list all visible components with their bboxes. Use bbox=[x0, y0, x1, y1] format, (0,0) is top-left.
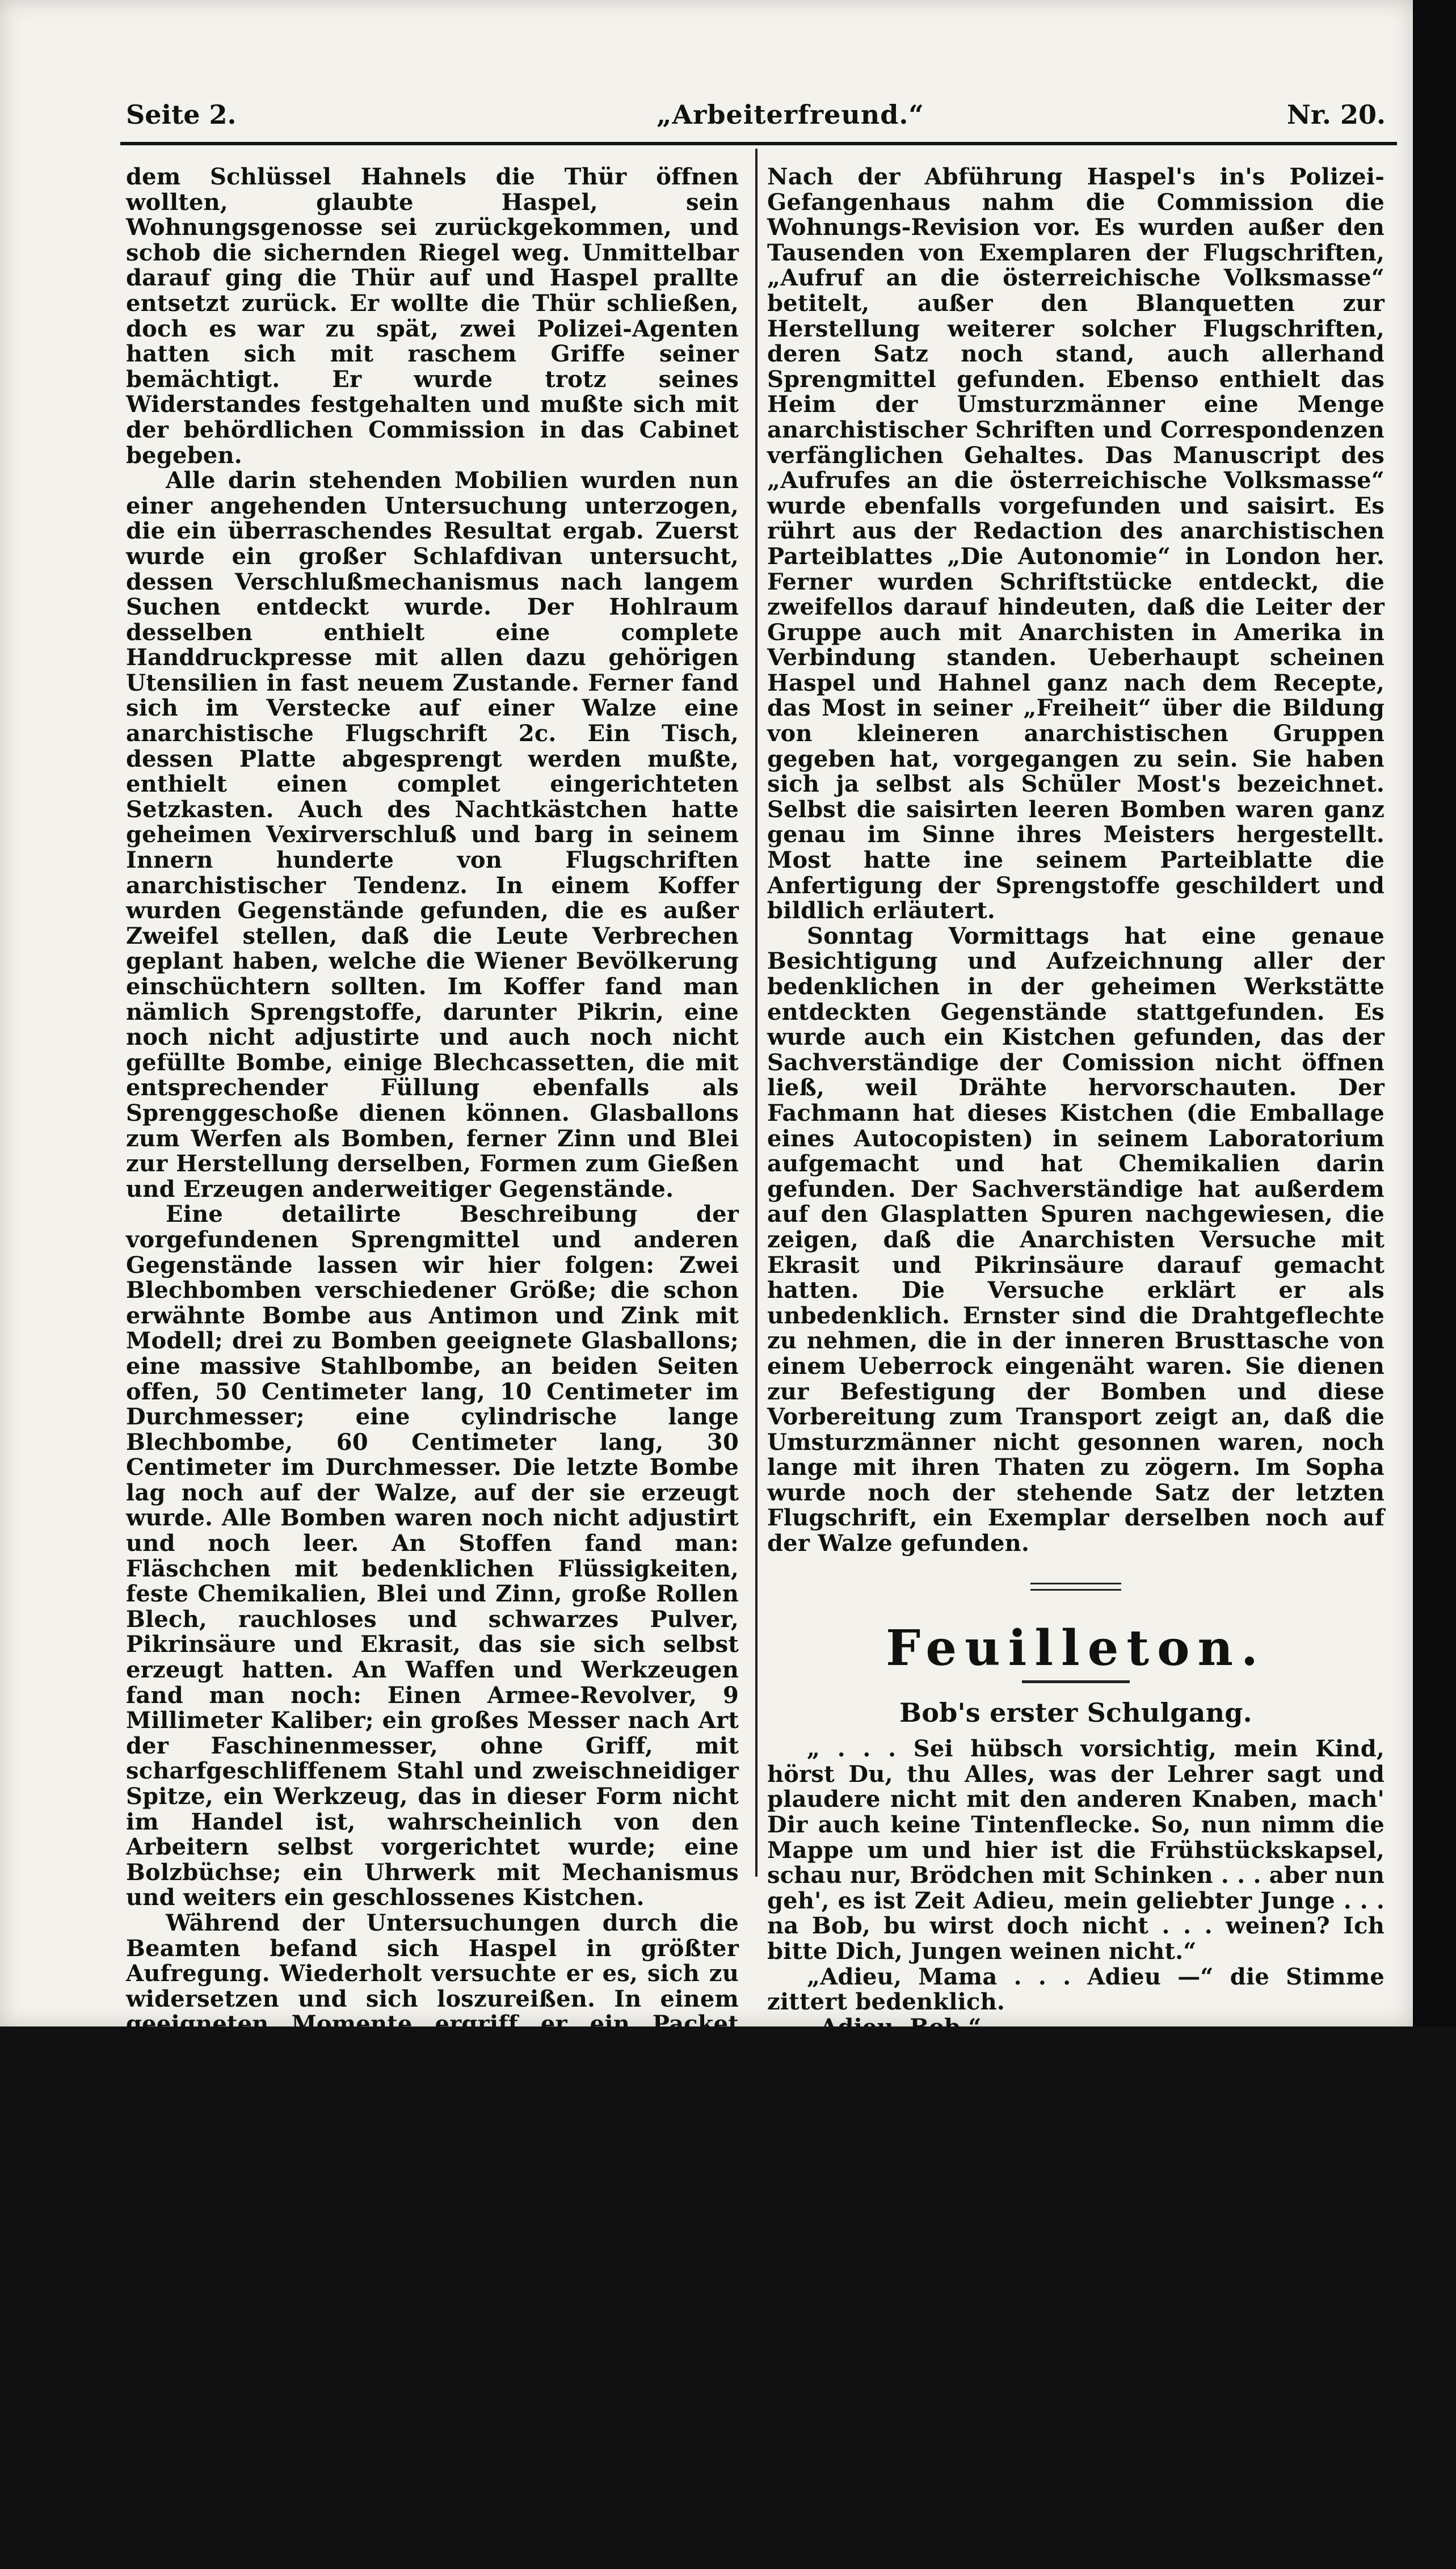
article-paragraph: dem Schlüssel Hahnels die Thür öffnen wollten, glaubte Haspel, sein Wohnungsgenosse sei zurückgekommen, und schob die sichernden Riegel weg. Unmittelbar darauf ging die Thür auf und Haspel prallte entsetzt zurück. Er wollte die Thür schließen, doch es war zu spät, zwei Polizei-Agenten hatten sich mit raschem Griffe seiner bemächtigt. Er wurde trotz seines Widerstandes festgehalten und mußte sich mit der behördlichen Commission in das Cabinet begeben. bbox=[126, 163, 739, 469]
story-paragraph: Jette nicht beruhigend, sie hüllt sich energisch ins Umschlagetuch, denn der Morgen ist kühl. bbox=[767, 2140, 1385, 2218]
article-paragraph: Eine detailirte Beschreibung der vorgefundenen Sprengmittel und anderen Gegenstände lassen wir hier folgen: Zwei Blechbomben verschiedener Größe; die schon erwähnte Bombe aus Antimon und Zink mit Modell; drei zu Bomben geeignete Glasballons; eine massive Stahlbombe, an beiden Seiten offen, 50 Centimeter lang, 10 Centimeter im Durchmesser; eine cylindrische lange Blechbombe, 60 Centimeter lang, 30 Centimeter im Durchmesser. Die letzte Bombe lag noch auf der Walze, auf der sie erzeugt wurde. Alle Bomben waren noch nicht adjustirt und noch leer. An Stoffen fand man: Fläschchen mit bedenklichen Flüssigkeiten, feste Chemikalien, Blei und Zinn, große Rollen Blech, rauchloses und schwarzes Pulver, Pikrinsäure und Ekrasit, das sie sich selbst erzeugt hatten. An Waffen und Werkzeugen fand man noch: Einen Armee-Revolver, 9 Millimeter Kaliber; ein großes Messer nach Art der Faschinenmesser, ohne Griff, mit scharfgeschliffenem Stahl und zweischneidiger Spitze, ein Werkzeug, das in dieser Form nicht im Handel ist, wahrscheinlich von den Arbeitern selbst vorgerichtet wurde; eine Bolzbüchse; ein Uhrwerk mit Mechanismus und weiters ein geschlossenes Kistchen. bbox=[126, 1201, 739, 1911]
article-paragraph: Bei der Verhaftung Haspel's war alle Vorsicht geboten. Sie geschah folgendermaßen: Ein Beamter mit drei Detectives ging in die Wohnung im dritten Stock. Zwei Polizei-Agenten standen auf der Stiege, einer im Thorflur, zwei auf der Straße vor dem Hause. Von einem Entkommen Haspel's war also keine Rede. Sein Selbstmordversuch mißglückte, sein Widerstand wurde besiegt. Man brachte ihn unter sicherer Bedeckung zum Wagen und dieser fuhr ihn in's Polizei-Gefangenhaus. bbox=[126, 2264, 739, 2569]
story-paragraph: „ . . . Sei hübsch vorsichtig, mein Kind, hörst Du, thu Alles, was der Lehrer sagt und plaudere nicht mit den anderen Knaben, mach' Dir auch keine Tintenflecke. So, nun nimm die Mappe um und hier ist die Frühstückskapsel, schau nur, Brödchen mit Schinken . . . aber nun geh', es ist Zeit Adieu, mein geliebter Junge . . . na Bob, bu wirst doch nicht . . . weinen? Ich bitte Dich, Jungen weinen nicht.“ bbox=[767, 1735, 1385, 1965]
column-divider bbox=[755, 149, 758, 1877]
header-divider bbox=[120, 142, 1397, 145]
scan-border bbox=[1413, 0, 1456, 2026]
article-paragraph: Während der Untersuchungen durch die Beamten befand sich Haspel in größter Aufregung. Wiederholt versuchte er es, sich zu widersetzen und sich loszureißen. In einem geeigneten Momente ergriff er ein Packet Flugschriften, sprang zu dem halbzeöffneten Fenster, warf das Packet auf die Straße und wollte sich selbst nachstürzen. Polizei-Agenten hielten ihn am Rocke fest und konnten ihn nur mit Gewalt zurückdrängen. In einer Kastenlade der Wohnung fand man einen geladenen Revolver mit Munition. Das gesammte Beweismaterial wurde mittelst Wagens zur Polizei-Direction gebracht. bbox=[126, 1909, 739, 2265]
story-title: Bob's erster Schulgang. bbox=[899, 1697, 1252, 1729]
issue-number: Nr. 20. bbox=[1286, 99, 1386, 130]
article-paragraph: Nach der Abführung Haspel's in's Polizei-Gefangenhaus nahm die Commission die Wohnungs-Revision vor. Es wurden außer den Tausenden von Exemplaren der Flugschriften, „Aufruf an die österreichische Volksmasse“ betitelt, außer den Blanquetten zur Herstellung weiterer solcher Flugschriften, deren Satz noch stand, auch allerhand Sprengmittel gefunden. Ebenso enthielt das Heim der Umsturzmänner eine Menge anarchistischer Schriften und Correspondenzen verfänglichen Gehaltes. Das Manuscript des „Aufrufes an die österreichische Volksmasse“ wurde ebenfalls vorgefunden und saisirt. Es rührt aus der Redaction des anarchistischen Parteiblattes „Die Autonomie“ in London her. Ferner wurden Schriftstücke entdeckt, die zweifellos darauf hindeuten, daß die Leiter der Gruppe auch mit Anarchisten in Amerika in Verbindung standen. Ueberhaupt scheinen Haspel und Hahnel ganz nach dem Recepte, das Most in seiner „Freiheit“ über die Bildung von kleineren anarchistischen Gruppen gegeben hat, vorgegangen zu sein. Sie haben sich ja selbst als Schüler Most's bezeichnet. Selbst die saisirten leeren Bomben waren ganz genau im Sinne ihres Meisters hergestellt. Most hatte ine seinem Parteiblatte die Anfertigung der Sprengstoffe geschildert und bildlich erläutert. bbox=[767, 163, 1385, 924]
story-paragraph: „Na nu, komm' man, armer Wurm,“ brummt sie, „mit Deiner Freiheit ist es aus; sie können es auch nicht erwarten, bis Du Professor wirst. Die Lehrer werden dir schon genug in den kleinen Kopf eintrichtern.“ bbox=[767, 2216, 1385, 2344]
article-paragraph: Sonntag Vormittags hat eine genaue Besichtigung und Aufzeichnung aller der bedenklichen in der geheimen Werkstätte entdeckten Gegenstände stattgefunden. Es wurde auch ein Kistchen gefunden, das der Sachverständige der Comission nicht öffnen ließ, weil Drähte hervorschauten. Der Fachmann hat dieses Kistchen (die Emballage eines Autocopisten) in seinem Laboratorium aufgemacht und hat Chemikalien darin gefunden. Der Sachverständige hat außerdem auf den Glasplatten Spuren nachgewiesen, die zeigen, daß die Anarchisten Versuche mit Ekrasit und Pikrinsäure darauf gemacht hatten. Die Versuche erklärt er als unbedenklich. Ernster sind die Drahtgeflechte zu nehmen, die in der inneren Brusttasche von einem Ueberrock eingenäht waren. Sie dienen zur Befestigung der Bomben und diese Vorbereitung zum Transport zeigt an, daß die Umsturzmänner nicht gesonnen waren, noch lange mit ihren Thaten zu zögern. Im Sopha wurde noch der stehende Satz der letzten Flugschrift, ein Exemplar derselben noch auf der Walze gefunden. bbox=[767, 922, 1385, 1557]
story-paragraph: „Adieu, Mama . . . Adieu —“ die Stimme zittert bedenklich. bbox=[767, 1963, 1385, 2016]
page-label: Seite 2. bbox=[126, 99, 237, 130]
page-header bbox=[126, 99, 1386, 139]
right-column bbox=[767, 165, 1385, 2344]
story-paragraph: „Adieu, Bob.“ bbox=[807, 2013, 982, 2041]
left-column bbox=[126, 165, 739, 2568]
section-separator bbox=[767, 1583, 1385, 1591]
feuilleton-rule bbox=[1022, 1680, 1130, 1683]
story-paragraph: Noch einen Kuß, fester wird der Riemen geschnallt; die Mutter wischt sich die Augen. bbox=[767, 2039, 1385, 2091]
separator-line bbox=[1030, 1583, 1121, 1584]
newspaper-title: „Arbeiterfreund.“ bbox=[657, 99, 924, 130]
article-paragraph: Alle darin stehenden Mobilien wurden nun einer angehenden Untersuchung unterzogen, die ein überraschendes Resultat ergab. Zuerst wurde ein großer Schlafdivan untersucht, dessen Verschlußmechanismus nach langem Suchen entdeckt wurde. Der Hohlraum desselben enthielt eine complete Handdruckpresse mit allen dazu gehörigen Utensilien in fast neuem Zustande. Ferner fand sich im Verstecke auf einer Walze eine anarchistische Flugschrift 2c. Ein Tisch, dessen Platte abgesprengt werden mußte, enthielt einen complet eingerichteten Setzkasten. Auch des Nachtkästchen hatte geheimen Vexirverschluß und barg in seinem Innern hunderte von Flugschriften anarchistischer Tendenz. In einem Koffer wurden Gegenstände gefunden, die es außer Zweifel stellen, daß die Leute Verbrechen geplant haben, welche die Wiener Bevölkerung einschüchtern sollten. Im Koffer fand man nämlich Sprengstoffe, darunter Pikrin, eine noch nicht adjustirte und auch noch nicht gefüllte Bombe, einige Blechcassetten, die mit entsprechender Füllung ebenfalls als Sprenggeschoße dienen können. Glasballons zum Werfen als Bomben, ferner Zinn und Blei zur Herstellung derselben, Formen zum Gießen und Erzeugen anderweitiger Gegenstände. bbox=[126, 467, 739, 1202]
feuilleton-heading: Feuilleton. bbox=[886, 1619, 1266, 1677]
story-body bbox=[767, 1737, 1385, 2344]
story-paragraph: „Jette, paß nur auf, ich bitte Dich, besonders bei den Brückenübergängen.“ bbox=[767, 2089, 1385, 2142]
separator-line bbox=[1030, 1589, 1121, 1591]
